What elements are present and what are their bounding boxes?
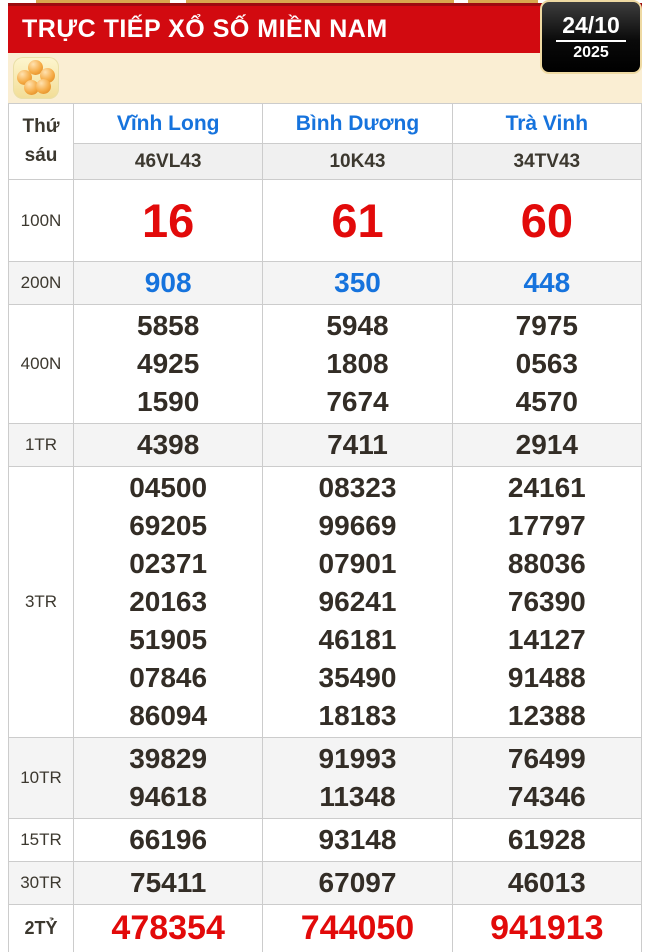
prize-cell <box>74 738 263 819</box>
prize-label: 200N <box>9 262 74 305</box>
prize-label: 1TR <box>9 424 74 467</box>
prize-cell <box>263 862 452 905</box>
prize-number: 35490 <box>318 662 397 693</box>
prize-number: 61928 <box>507 824 586 855</box>
prize-cell <box>74 424 263 467</box>
prize-row-3tr <box>9 467 642 738</box>
prize-number: 69205 <box>129 510 208 541</box>
prize-cell <box>263 424 452 467</box>
prize-number: 11348 <box>319 781 396 812</box>
prize-number: 91488 <box>507 662 586 693</box>
prize-number: 93148 <box>318 824 397 855</box>
prize-number: 7674 <box>326 386 389 417</box>
prize-number: 08323 <box>318 472 397 503</box>
prize-cell <box>74 262 263 305</box>
prize-number: 478354 <box>111 909 225 948</box>
prize-label: 15TR <box>9 819 74 862</box>
station-code: 46VL43 <box>74 144 263 180</box>
province-header[interactable]: Bình Dương <box>263 104 452 144</box>
prize-label: 100N <box>9 180 74 262</box>
prize-number: 51905 <box>129 624 208 655</box>
prize-cell <box>452 862 641 905</box>
prize-number: 448 <box>523 267 571 298</box>
prize-cell <box>263 738 452 819</box>
prize-number: 60 <box>520 194 573 247</box>
prize-number: 5858 <box>137 310 200 341</box>
prize-number: 88036 <box>507 548 586 579</box>
prize-cell <box>263 467 452 738</box>
prize-cell <box>74 305 263 424</box>
prize-label: 30TR <box>9 862 74 905</box>
date-badge[interactable] <box>540 0 642 74</box>
prize-number: 744050 <box>300 909 415 948</box>
results-table <box>8 103 642 952</box>
prize-number: 75411 <box>130 867 207 898</box>
ball-decoration <box>36 79 51 94</box>
prize-number: 66196 <box>129 824 208 855</box>
prize-number: 20163 <box>129 586 208 617</box>
prize-cell <box>452 738 641 819</box>
date-year: 2025 <box>573 43 609 61</box>
prize-number: 02371 <box>129 548 208 579</box>
prize-number: 350 <box>334 267 381 298</box>
prize-number: 07901 <box>318 548 397 579</box>
prize-cell <box>74 862 263 905</box>
prize-cell <box>263 819 452 862</box>
prize-label: 3TR <box>9 467 74 738</box>
prize-cell <box>263 262 452 305</box>
page-title: TRỰC TIẾP XỔ SỐ MIỀN NAM <box>22 15 388 43</box>
prize-row-2tỷ <box>9 905 642 952</box>
results-table-body <box>9 104 642 952</box>
prize-row-30tr <box>9 862 642 905</box>
prize-number: 7411 <box>327 429 388 460</box>
prize-row-100n <box>9 180 642 262</box>
province-header[interactable]: Vĩnh Long <box>74 104 263 144</box>
province-header-row <box>9 104 642 144</box>
prize-number: 908 <box>144 267 192 298</box>
prize-number: 4925 <box>137 348 200 379</box>
prize-number: 4570 <box>515 386 578 417</box>
prize-number: 61 <box>331 194 384 247</box>
prize-number: 76390 <box>507 586 586 617</box>
prize-cell <box>74 819 263 862</box>
province-header[interactable]: Trà Vinh <box>452 104 641 144</box>
prize-cell <box>263 305 452 424</box>
prize-number: 1808 <box>326 348 389 379</box>
prize-number: 99669 <box>318 510 397 541</box>
prize-row-200n <box>9 262 642 305</box>
prize-number: 1590 <box>137 386 200 417</box>
prize-cell <box>263 180 452 262</box>
prize-number: 86094 <box>129 700 208 731</box>
prize-cell <box>452 262 641 305</box>
prize-number: 5948 <box>326 310 389 341</box>
prize-cell <box>74 467 263 738</box>
prize-number: 24161 <box>507 472 586 503</box>
prize-number: 941913 <box>490 909 604 948</box>
prize-number: 67097 <box>318 867 397 898</box>
prize-cell <box>263 905 452 952</box>
prize-number: 07846 <box>129 662 208 693</box>
prize-number: 96241 <box>318 586 397 617</box>
date-day: 24/10 <box>556 13 626 41</box>
prize-number: 4398 <box>137 429 200 460</box>
prize-cell <box>452 905 641 952</box>
prize-row-400n <box>9 305 642 424</box>
prize-cell <box>74 905 263 952</box>
prize-label: 2TỶ <box>9 905 74 952</box>
prize-row-10tr <box>9 738 642 819</box>
prize-number: 2914 <box>515 429 578 460</box>
prize-cell <box>74 180 263 262</box>
prize-number: 18183 <box>318 700 397 731</box>
prize-cell <box>452 305 641 424</box>
prize-cell <box>452 819 641 862</box>
prize-cell <box>452 180 641 262</box>
prize-row-1tr <box>9 424 642 467</box>
prize-number: 04500 <box>129 472 208 503</box>
prize-number: 74346 <box>507 781 586 812</box>
prize-number: 46181 <box>318 624 397 655</box>
prize-number: 46013 <box>507 867 586 898</box>
station-code: 34TV43 <box>452 144 641 180</box>
prize-label: 10TR <box>9 738 74 819</box>
prize-cell <box>452 424 641 467</box>
prize-number: 12388 <box>507 700 586 731</box>
prize-label: 400N <box>9 305 74 424</box>
prize-row-15tr <box>9 819 642 862</box>
prize-number: 0563 <box>515 348 578 379</box>
lottery-balls-icon[interactable] <box>13 57 59 99</box>
prize-number: 16 <box>142 194 195 247</box>
day-label-cell: Thứ sáu <box>9 104 74 180</box>
prize-number: 76499 <box>507 743 586 774</box>
prize-number: 94618 <box>129 781 208 812</box>
prize-number: 17797 <box>507 510 586 541</box>
station-code-row <box>9 144 642 180</box>
prize-cell <box>452 467 641 738</box>
prize-number: 7975 <box>515 310 578 341</box>
prize-number: 39829 <box>129 743 208 774</box>
station-code: 10K43 <box>263 144 452 180</box>
prize-number: 91993 <box>318 743 397 774</box>
prize-number: 14127 <box>507 624 586 655</box>
